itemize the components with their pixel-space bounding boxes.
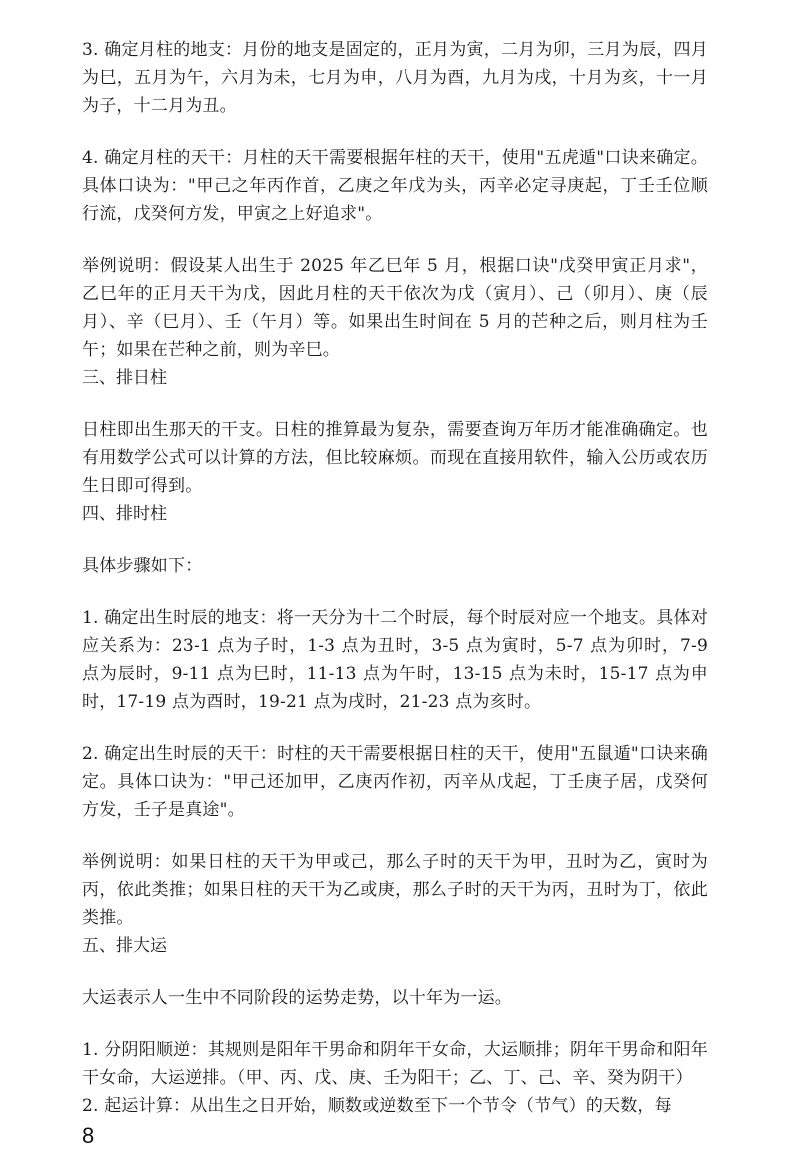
document-body — [82, 36, 708, 1120]
section-heading-luck-cycles: 五、排大运 — [82, 936, 167, 956]
section-heading-day-pillar: 三、排日柱 — [82, 368, 167, 388]
page-number: 8 — [82, 1123, 95, 1148]
paragraph-yin-yang-order: 1. 分阴阳顺逆：其规则是阳年干男命和阴年干女命，大运顺排；阴年干男命和阳年干女命，大运逆排。（甲、丙、戊、庚、壬为阳干；乙、丁、己、辛、癸为阴干） — [82, 1040, 708, 1088]
section-heading-hour-pillar: 四、排时柱 — [82, 504, 167, 524]
paragraph-month-example: 举例说明：假设某人出生于 2025 年乙巳年 5 月，根据口诀"戊癸甲寅正月求"，乙巳年的正月天干为戊，因此月柱的天干依次为戊（寅月）、己（卯月）、庚（辰月）、辛（巳月）、壬（午月）等。如果出生时间在 5 月的芒种之后，则月柱为壬午；如果在芒种之前，则为辛巳。 — [82, 256, 708, 360]
paragraph-hour-example: 举例说明：如果日柱的天干为甲或己，那么子时的天干为甲，丑时为乙，寅时为丙，依此类推；如果日柱的天干为乙或庚，那么子时的天干为丙，丑时为丁，依此类推。 — [82, 852, 708, 928]
paragraph-month-stem: 4. 确定月柱的天干：月柱的天干需要根据年柱的天干，使用"五虎遁"口诀来确定。具体口诀为："甲己之年丙作首，乙庚之年戊为头，丙辛必定寻庚起，丁壬壬位顺行流，戊癸何方发，甲寅之上好追求"。 — [82, 148, 708, 224]
paragraph-luck-intro: 大运表示人一生中不同阶段的运势走势，以十年为一运。 — [82, 988, 512, 1008]
paragraph-luck-start: 2. 起运计算：从出生之日开始，顺数或逆数至下一个节令（节气）的天数，每 — [82, 1096, 672, 1116]
paragraph-hour-stem: 2. 确定出生时辰的天干：时柱的天干需要根据日柱的天干，使用"五鼠遁"口诀来确定。具体口诀为："甲己还加甲，乙庚丙作初，丙辛从戊起，丁壬庚子居，戊癸何方发，壬子是真途"。 — [82, 744, 708, 820]
paragraph-day-pillar: 日柱即出生那天的干支。日柱的推算最为复杂，需要查询万年历才能准确确定。也有用数学公式可以计算的方法，但比较麻烦。而现在直接用软件，输入公历或农历生日即可得到。 — [82, 420, 708, 496]
paragraph-hour-branch: 1. 确定出生时辰的地支：将一天分为十二个时辰，每个时辰对应一个地支。具体对应关系为：23-1 点为子时，1-3 点为丑时，3-5 点为寅时，5-7 点为卯时，7-9 点为辰时，9-11 点为巳时，11-13 点为午时，13-15 点为未时，15-17 点为申时，17-19 点为酉时，19-21 点为戌时，21-23 点为亥时。 — [82, 608, 708, 712]
paragraph-month-branch: 3. 确定月柱的地支：月份的地支是固定的，正月为寅，二月为卯，三月为辰，四月为巳，五月为午，六月为未，七月为申，八月为酉，九月为戌，十月为亥，十一月为子，十二月为丑。 — [82, 40, 708, 116]
paragraph-steps-intro: 具体步骤如下： — [82, 556, 203, 576]
